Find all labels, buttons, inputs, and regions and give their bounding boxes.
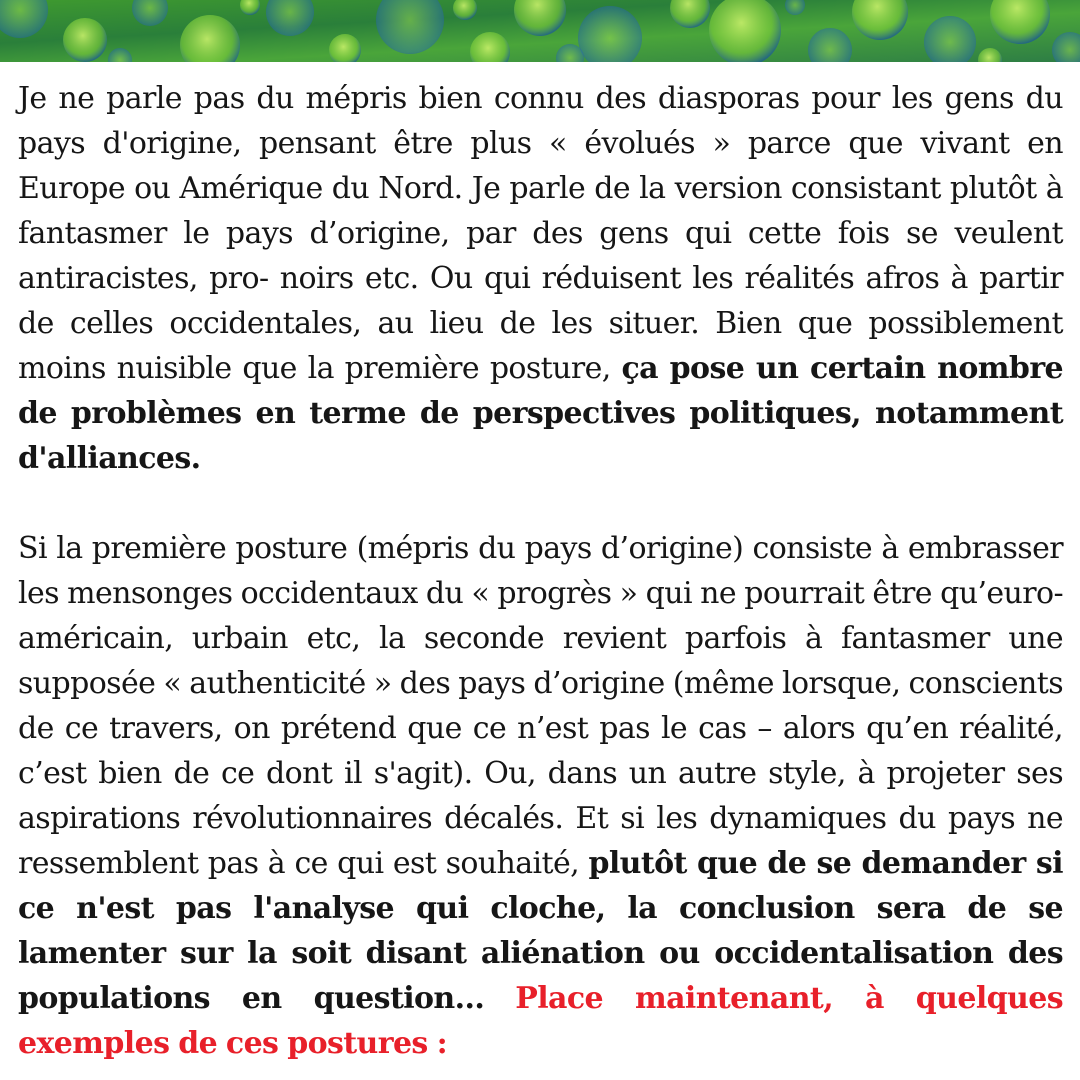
paragraph-2-text: Si la première posture (mépris du pays d’origine) consiste à embrasser les mensonges occidentaux du « progrès » qui ne pourrait être qu’euro-américain, urbain etc, la seconde revient parfois à fantasmer une supposée « authenticité » des pays d’origine (même lorsque, conscients de ce travers, on prétend que ce n’est pas le cas – alors qu’en réalité, c’est bien de ce dont il s'agit). Ou, dans un autre style, à projeter ses aspirations révolutionnaires décalés. Et si les dynamiques du pays ne ressemblent pas à ce qui est souhaité, (18, 531, 1063, 881)
paragraph-2-accent: Place maintenant, à quelques exemples de ces postures : (18, 981, 1064, 1061)
decorative-banner (0, 0, 1080, 62)
paragraph-2 (18, 526, 1063, 1066)
paragraph-1-text: Je ne parle pas du mépris bien connu des diasporas pour les gens du pays d'origine, pensant être plus « évolués » parce que vivant en Europe ou Amérique du Nord. Je parle de la version consistant plutôt à fantasmer le pays d’origine, par des gens qui cette fois se veulent antiracistes, pro- noirs etc. Ou qui réduisent les réalités afros à partir de celles occidentales, au lieu de les situer. Bien que possiblement moins nuisible que la première posture, (18, 81, 1063, 386)
paragraph-1-bold: ça pose un certain nombre de problèmes en terme de perspectives politiques, notamment d'alliances. (18, 351, 1064, 476)
paragraph-2-bold: plutôt que de se demander si ce n'est pas l'analyse qui cloche, la conclusion sera de se lamenter sur la soit disant aliénation ou occidentalisation des populations en question... (18, 846, 1063, 1016)
paragraph-1 (18, 76, 1063, 481)
bubble-pattern (0, 0, 1080, 62)
article-text (18, 76, 1063, 1066)
